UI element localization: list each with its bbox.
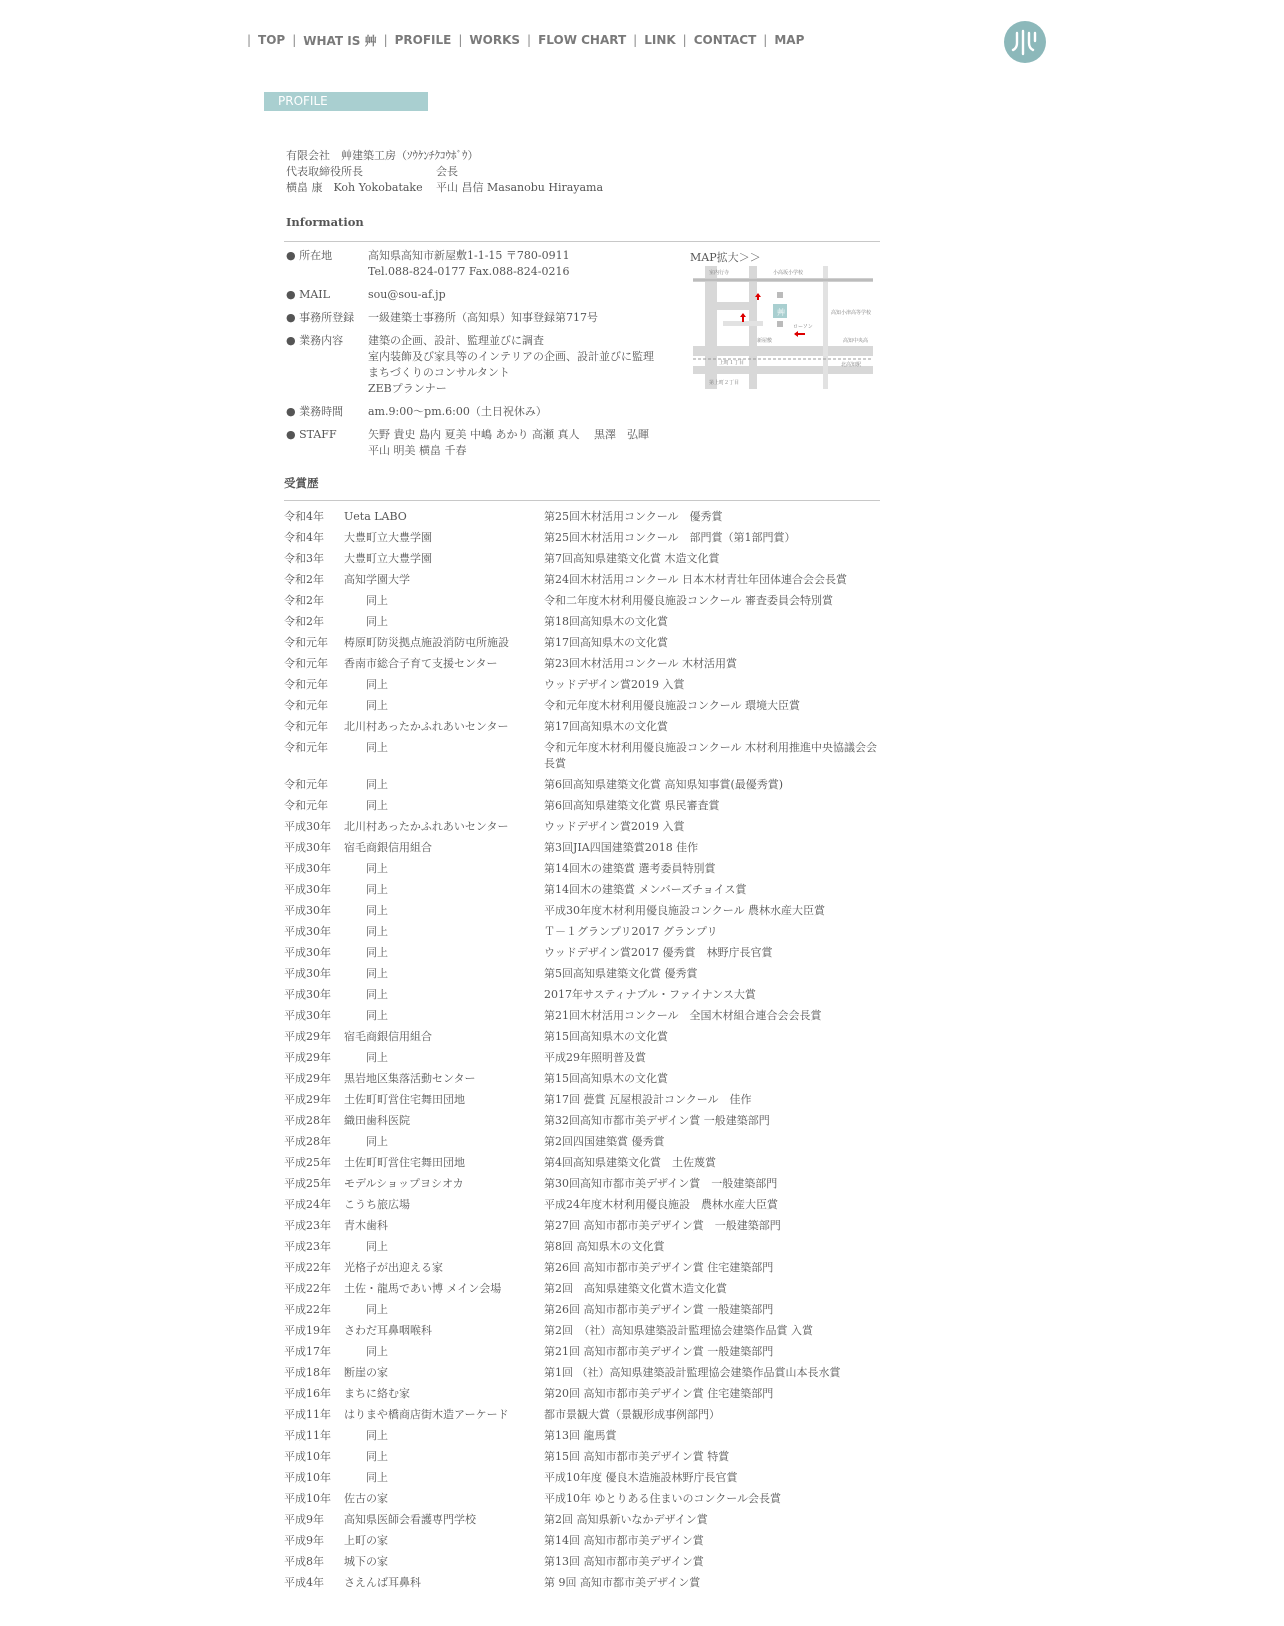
award-work: 黒岩地区集落活動センター xyxy=(344,1072,476,1085)
info-row xyxy=(286,287,686,303)
chairman-title: 会長 xyxy=(436,165,458,178)
award-prize: 第27回 高知市都市美デザイン賞 一般建築部門 xyxy=(544,1219,781,1232)
award-prize: 第6回高知県建築文化賞 高知県知事賞(最優秀賞) xyxy=(544,778,784,791)
award-prize: 第15回高知県木の文化賞 xyxy=(544,1030,668,1043)
chairman-name: 平山 昌信 Masanobu Hirayama xyxy=(436,181,604,194)
award-prize: 平成10年 ゆとりある住まいのコンクール会長賞 xyxy=(544,1492,782,1505)
award-year: 平成8年 xyxy=(284,1555,324,1568)
award-prize: 平成10年度 優良木造施設林野庁長官賞 xyxy=(544,1471,738,1484)
info-row xyxy=(286,248,686,280)
award-work: 同上 xyxy=(344,778,388,791)
award-prize: 第30回高知市都市美デザイン賞 一般建築部門 xyxy=(544,1177,778,1190)
award-work: 同上 xyxy=(344,741,388,754)
award-year: 令和元年 xyxy=(284,678,328,691)
nav-item-top[interactable]: TOP xyxy=(258,33,286,47)
information-divider xyxy=(284,241,880,242)
info-line: ZEBプランナー xyxy=(368,382,447,395)
award-work: さわだ耳鼻咽喉科 xyxy=(344,1324,432,1337)
info-line: 一級建築士事務所（高知県）知事登録第717号 xyxy=(368,311,598,324)
award-year: 平成29年 xyxy=(284,1030,331,1043)
award-year: 令和2年 xyxy=(284,594,324,607)
award-prize: ウッドデザイン賞2017 優秀賞 林野庁長官賞 xyxy=(544,946,773,959)
award-work: 宿毛商銀信用組合 xyxy=(344,1030,432,1043)
award-prize: 第32回高知市都市美デザイン賞 一般建築部門 xyxy=(544,1114,770,1127)
award-work: 香南市総合子育て支援センター xyxy=(344,657,498,670)
award-row xyxy=(284,1008,880,1024)
award-prize: 第2回 高知県建築文化賞木造文化賞 xyxy=(544,1282,727,1295)
award-work: 同上 xyxy=(344,615,388,628)
info-key: ● 所在地 xyxy=(286,249,333,262)
company-name: 有限会社 艸建築工房（ｿｳｹﾝﾁｸｺｳﾎﾞｳ） xyxy=(286,149,479,162)
award-prize: 第14回木の建築賞 選考委員特別賞 xyxy=(544,862,716,875)
nav-separator: | xyxy=(682,33,687,47)
award-prize: 第25回木材活用コンクール 優秀賞 xyxy=(544,510,723,523)
map-label: 室内行寺 xyxy=(709,270,730,276)
award-prize: 令和二年度木材利用優良施設コンクール 審査委員会特別賞 xyxy=(544,594,834,607)
award-year: 平成24年 xyxy=(284,1198,331,1211)
award-year: 令和元年 xyxy=(284,636,328,649)
award-year: 平成22年 xyxy=(284,1282,331,1295)
award-work: 上町の家 xyxy=(344,1534,388,1547)
award-year: 平成22年 xyxy=(284,1261,331,1274)
map-label: 上町１丁目 xyxy=(719,360,745,366)
award-year: 令和元年 xyxy=(284,741,328,754)
nav-separator: | xyxy=(247,33,252,47)
award-prize: 第13回 龍馬賞 xyxy=(544,1429,617,1442)
award-work: 北川村あったかふれあいセンター xyxy=(344,720,509,733)
award-year: 平成29年 xyxy=(284,1051,331,1064)
info-line: 高知県高知市新屋敷1-1-15 〒780-0911 xyxy=(368,249,570,262)
map-label: 第上町２丁目 xyxy=(709,380,740,386)
info-value xyxy=(368,404,686,420)
award-row xyxy=(284,530,880,546)
award-year: 令和4年 xyxy=(284,510,324,523)
nav-item-contact[interactable]: CONTACT xyxy=(693,33,757,47)
award-work: 同上 xyxy=(344,1303,388,1316)
award-row xyxy=(284,1218,880,1234)
award-work: 北川村あったかふれあいセンター xyxy=(344,820,509,833)
award-prize: 都市景観大賞（景観形成事例部門） xyxy=(544,1408,720,1421)
award-year: 令和元年 xyxy=(284,657,328,670)
nav-separator: | xyxy=(763,33,768,47)
award-row xyxy=(284,1260,880,1276)
award-year: 平成30年 xyxy=(284,1009,331,1022)
award-row xyxy=(284,1449,880,1465)
info-value xyxy=(368,287,686,303)
award-year: 平成9年 xyxy=(284,1534,324,1547)
award-row xyxy=(284,1470,880,1486)
award-work: 同上 xyxy=(344,1240,388,1253)
info-value xyxy=(368,248,686,280)
info-value xyxy=(368,310,686,326)
award-work: 同上 xyxy=(344,1051,388,1064)
award-work: 同上 xyxy=(344,883,388,896)
award-work: 土佐町町営住宅舞田団地 xyxy=(344,1093,465,1106)
award-row xyxy=(284,1575,880,1591)
award-row xyxy=(284,1512,880,1528)
award-year: 平成25年 xyxy=(284,1177,331,1190)
award-row xyxy=(284,1071,880,1087)
award-row xyxy=(284,987,880,1003)
award-row xyxy=(284,572,880,588)
award-work: さえんば耳鼻科 xyxy=(344,1576,421,1589)
award-year: 平成29年 xyxy=(284,1072,331,1085)
award-year: 平成9年 xyxy=(284,1513,324,1526)
award-year: 平成11年 xyxy=(284,1408,331,1421)
award-prize: 第5回高知県建築文化賞 優秀賞 xyxy=(544,967,698,980)
award-work: 城下の家 xyxy=(344,1555,388,1568)
award-work: 光格子が出迎える家 xyxy=(344,1261,443,1274)
info-line: Tel.088-824-0177 Fax.088-824-0216 xyxy=(368,265,570,278)
award-row xyxy=(284,1239,880,1255)
information-heading: Information xyxy=(286,215,364,229)
award-row xyxy=(284,1323,880,1339)
nav-separator: | xyxy=(292,33,297,47)
award-prize: 令和元年度木材利用優良施設コンクール 環境大臣賞 xyxy=(544,699,801,712)
award-year: 令和元年 xyxy=(284,799,328,812)
award-year: 平成23年 xyxy=(284,1219,331,1232)
award-row xyxy=(284,966,880,982)
award-row xyxy=(284,861,880,877)
award-row xyxy=(284,1281,880,1297)
nav-item-works[interactable]: WORKS xyxy=(469,33,521,47)
award-year: 令和4年 xyxy=(284,531,324,544)
award-prize: 第26回 高知市都市美デザイン賞 住宅建築部門 xyxy=(544,1261,774,1274)
award-prize: 第7回高知県建築文化賞 木造文化賞 xyxy=(544,552,720,565)
info-line: am.9:00～pm.6:00（土日祝休み） xyxy=(368,405,547,418)
award-year: 平成10年 xyxy=(284,1471,331,1484)
award-year: 令和2年 xyxy=(284,573,324,586)
award-prize: 第4回高知県建築文化賞 土佐蔑賞 xyxy=(544,1156,716,1169)
award-prize: 第26回 高知市都市美デザイン賞 一般建築部門 xyxy=(544,1303,774,1316)
award-work: 同上 xyxy=(344,862,388,875)
award-prize: 第15回 高知市都市美デザイン賞 特賞 xyxy=(544,1450,730,1463)
info-row xyxy=(286,404,686,420)
top-nav xyxy=(240,30,804,50)
award-year: 令和元年 xyxy=(284,778,328,791)
award-row xyxy=(284,1029,880,1045)
award-prize: 2017年サスティナブル・ファイナンス大賞 xyxy=(544,988,756,1001)
info-row xyxy=(286,427,686,459)
award-work: 土佐・龍馬であい博 メイン会場 xyxy=(344,1282,502,1295)
award-work: 高知県医師会看護専門学校 xyxy=(344,1513,476,1526)
award-row xyxy=(284,1554,880,1570)
page-title: PROFILE xyxy=(264,92,428,111)
award-prize: 第15回高知県木の文化賞 xyxy=(544,1072,668,1085)
award-work: まちに絡む家 xyxy=(344,1387,410,1400)
award-prize: 第2回 高知県新いなかデザイン賞 xyxy=(544,1513,708,1526)
award-year: 平成11年 xyxy=(284,1429,331,1442)
award-prize: 第17回 甍賞 瓦屋根設計コンクール 佳作 xyxy=(544,1093,752,1106)
award-row xyxy=(284,509,880,525)
award-prize: 平成30年度木材利用優良施設コンクール 農林水産大臣賞 xyxy=(544,904,826,917)
nav-separator: | xyxy=(527,33,532,47)
award-work: 同上 xyxy=(344,988,388,1001)
award-work: 同上 xyxy=(344,799,388,812)
award-year: 平成30年 xyxy=(284,988,331,1001)
map-drawing xyxy=(693,266,873,389)
award-year: 平成30年 xyxy=(284,967,331,980)
award-row xyxy=(284,1155,880,1171)
award-year: 平成30年 xyxy=(284,820,331,833)
nav-item-what-is[interactable]: WHAT IS 艸 xyxy=(303,33,377,48)
award-work: 佐古の家 xyxy=(344,1492,388,1505)
award-work: 高知学園大学 xyxy=(344,573,410,586)
award-row xyxy=(284,1134,880,1150)
map-label: 高知小津高等学校 xyxy=(831,310,872,316)
award-prize: 第6回高知県建築文化賞 県民審査賞 xyxy=(544,799,720,812)
award-year: 平成23年 xyxy=(284,1240,331,1253)
award-year: 平成28年 xyxy=(284,1114,331,1127)
award-work: 大豊町立大豊学園 xyxy=(344,552,432,565)
award-year: 平成30年 xyxy=(284,862,331,875)
info-key: ● 業務内容 xyxy=(286,334,344,347)
award-prize: 第8回 高知県木の文化賞 xyxy=(544,1240,665,1253)
award-year: 平成29年 xyxy=(284,1093,331,1106)
award-year: 平成10年 xyxy=(284,1450,331,1463)
award-year: 令和3年 xyxy=(284,552,324,565)
award-work: はりまや橋商店街木造アーケード xyxy=(344,1408,509,1421)
nav-item-profile[interactable]: PROFILE xyxy=(394,33,452,47)
award-row xyxy=(284,945,880,961)
info-value xyxy=(368,427,686,459)
award-work: 大豊町立大豊学園 xyxy=(344,531,432,544)
award-row xyxy=(284,903,880,919)
awards-heading: 受賞歴 xyxy=(284,476,319,490)
award-year: 令和元年 xyxy=(284,699,328,712)
award-row xyxy=(284,777,880,793)
award-year: 平成30年 xyxy=(284,883,331,896)
award-prize: 第17回高知県木の文化賞 xyxy=(544,636,668,649)
award-row xyxy=(284,1113,880,1129)
info-row xyxy=(286,310,686,326)
svg-text:艸: 艸 xyxy=(777,308,785,317)
info-line: 室内装飾及び家具等のインテリアの企画、設計並びに監理 xyxy=(368,350,654,363)
award-row xyxy=(284,551,880,567)
award-prize: 平成29年照明普及賞 xyxy=(544,1051,646,1064)
award-row xyxy=(284,1491,880,1507)
award-year: 平成17年 xyxy=(284,1345,331,1358)
award-row xyxy=(284,614,880,630)
ceo-name: 横畠 康 Koh Yokobatake xyxy=(286,181,423,194)
map-label: ローソン xyxy=(793,324,813,330)
award-prize: 第25回木材活用コンクール 部門賞（第1部門賞） xyxy=(544,531,796,544)
sou-logo-icon[interactable] xyxy=(1004,21,1046,63)
map-label: 高知中央高 xyxy=(843,338,869,344)
award-work: 同上 xyxy=(344,1429,388,1442)
award-prize: 第20回 高知市都市美デザイン賞 住宅建築部門 xyxy=(544,1387,774,1400)
nav-separator: | xyxy=(383,33,388,47)
info-key: ● MAIL xyxy=(286,288,330,301)
logo-glyph xyxy=(1004,21,1046,63)
award-work: 織田歯科医院 xyxy=(344,1114,410,1127)
award-prize: ウッドデザイン賞2019 入賞 xyxy=(544,678,685,691)
info-row xyxy=(286,333,686,397)
award-row xyxy=(284,1176,880,1192)
award-row xyxy=(284,798,880,814)
award-year: 平成25年 xyxy=(284,1156,331,1169)
email-link[interactable]: sou@sou-af.jp xyxy=(368,288,446,301)
award-work: 同上 xyxy=(344,946,388,959)
award-work: 同上 xyxy=(344,1009,388,1022)
info-value xyxy=(368,333,686,397)
award-row xyxy=(284,1197,880,1213)
map-enlarge-link[interactable]: MAP拡大＞＞ xyxy=(690,251,761,264)
award-prize: 第23回木材活用コンクール 木材活用賞 xyxy=(544,657,738,670)
award-work: モデルショップヨシオカ xyxy=(344,1177,464,1190)
award-prize: 第18回高知県木の文化賞 xyxy=(544,615,668,628)
info-line: 矢野 貴史 島内 夏美 中嶋 あかり 高瀬 真人 黒澤 弘暉 xyxy=(368,428,649,441)
award-row xyxy=(284,1050,880,1066)
award-work: 梼原町防災拠点施設消防屯所施設 xyxy=(344,636,509,649)
award-row xyxy=(284,1365,880,1381)
award-row xyxy=(284,840,880,856)
award-prize: 第1回 （社）高知県建築設計監理協会建築作品賞山本長水賞 xyxy=(544,1366,841,1379)
award-prize: 第13回 高知市都市美デザイン賞 xyxy=(544,1555,704,1568)
award-year: 平成16年 xyxy=(284,1387,331,1400)
award-year: 平成30年 xyxy=(284,904,331,917)
ceo-title: 代表取締役所長 xyxy=(286,165,363,178)
award-prize: 令和元年度木材利用優良施設コンクール 木材利用推進中央協議会会長賞 xyxy=(544,741,878,770)
award-work: 同上 xyxy=(344,699,388,712)
award-year: 平成30年 xyxy=(284,925,331,938)
award-work: 土佐町町営住宅舞田団地 xyxy=(344,1156,465,1169)
award-prize: ウッドデザイン賞2019 入賞 xyxy=(544,820,685,833)
award-row xyxy=(284,819,880,835)
info-key: ● 業務時間 xyxy=(286,405,344,418)
award-work: 同上 xyxy=(344,904,388,917)
award-prize: 第17回高知県木の文化賞 xyxy=(544,720,668,733)
award-work: 同上 xyxy=(344,1471,388,1484)
award-year: 平成22年 xyxy=(284,1303,331,1316)
award-row xyxy=(284,882,880,898)
info-line: まちづくりのコンサルタント xyxy=(368,366,510,379)
awards-divider xyxy=(284,500,880,501)
award-work: 青木歯科 xyxy=(344,1219,388,1232)
award-row xyxy=(284,1407,880,1423)
award-work: 同上 xyxy=(344,1450,388,1463)
map-label: 小高坂小学校 xyxy=(773,270,804,276)
information-list xyxy=(286,248,686,466)
award-year: 平成30年 xyxy=(284,841,331,854)
award-work: 宿毛商銀信用組合 xyxy=(344,841,432,854)
award-row xyxy=(284,1428,880,1444)
awards-list xyxy=(284,509,880,1596)
award-prize: 第2回 （社）高知県建築設計監理協会建築作品賞 入賞 xyxy=(544,1324,813,1337)
award-prize: 第2回四国建築賞 優秀賞 xyxy=(544,1135,665,1148)
award-year: 平成4年 xyxy=(284,1576,324,1589)
info-line: 建築の企画、設計、監理並びに調査 xyxy=(368,334,544,347)
map-image[interactable] xyxy=(693,266,873,389)
map-label: 北高知駅 xyxy=(841,362,862,368)
award-prize: 第 9回 高知市都市美デザイン賞 xyxy=(544,1576,701,1589)
award-work: 同上 xyxy=(344,1345,388,1358)
award-year: 令和2年 xyxy=(284,615,324,628)
company-info xyxy=(286,148,603,196)
nav-item-link[interactable]: LINK xyxy=(644,33,676,47)
award-row xyxy=(284,656,880,672)
award-work: 同上 xyxy=(344,594,388,607)
award-row xyxy=(284,1386,880,1402)
award-row xyxy=(284,698,880,714)
award-prize: 第21回木材活用コンクール 全国木材組合連合会会長賞 xyxy=(544,1009,822,1022)
award-year: 平成10年 xyxy=(284,1492,331,1505)
award-row xyxy=(284,635,880,651)
info-key: ● STAFF xyxy=(286,428,337,441)
award-year: 平成30年 xyxy=(284,946,331,959)
award-work: 同上 xyxy=(344,1135,388,1148)
award-work: Ueta LABO xyxy=(344,510,407,523)
award-work: 同上 xyxy=(344,925,388,938)
nav-item-flow-chart[interactable]: FLOW CHART xyxy=(538,33,627,47)
map-label: 新屋敷 xyxy=(757,338,773,344)
award-prize: 第14回 高知市都市美デザイン賞 xyxy=(544,1534,704,1547)
award-prize: 第24回木材活用コンクール 日本木材青壮年団体連合会会長賞 xyxy=(544,573,848,586)
nav-separator: | xyxy=(633,33,638,47)
award-row xyxy=(284,740,880,772)
access-map xyxy=(690,249,874,389)
award-work: 同上 xyxy=(344,678,388,691)
info-key: ● 事務所登録 xyxy=(286,311,355,324)
award-row xyxy=(284,1344,880,1360)
award-year: 平成28年 xyxy=(284,1135,331,1148)
info-line: 平山 明美 横畠 千春 xyxy=(368,444,467,457)
nav-separator: | xyxy=(458,33,463,47)
award-row xyxy=(284,593,880,609)
award-year: 平成18年 xyxy=(284,1366,331,1379)
award-row xyxy=(284,1092,880,1108)
nav-item-map[interactable]: MAP xyxy=(774,33,805,47)
award-row xyxy=(284,719,880,735)
award-prize: 平成24年度木材利用優良施設 農林水産大臣賞 xyxy=(544,1198,778,1211)
award-row xyxy=(284,1302,880,1318)
award-work: こうち旅広場 xyxy=(344,1198,410,1211)
award-year: 令和元年 xyxy=(284,720,328,733)
award-row xyxy=(284,924,880,940)
award-prize: 第3回JIA四国建築賞2018 佳作 xyxy=(544,841,699,854)
award-row xyxy=(284,1533,880,1549)
award-row xyxy=(284,677,880,693)
award-year: 平成19年 xyxy=(284,1324,331,1337)
award-work: 断崖の家 xyxy=(344,1366,388,1379)
award-work: 同上 xyxy=(344,967,388,980)
award-prize: 第14回木の建築賞 メンバーズチョイス賞 xyxy=(544,883,747,896)
award-prize: 第21回 高知市都市美デザイン賞 一般建築部門 xyxy=(544,1345,774,1358)
award-prize: Ｔ－１グランプリ2017 グランプリ xyxy=(544,925,718,938)
